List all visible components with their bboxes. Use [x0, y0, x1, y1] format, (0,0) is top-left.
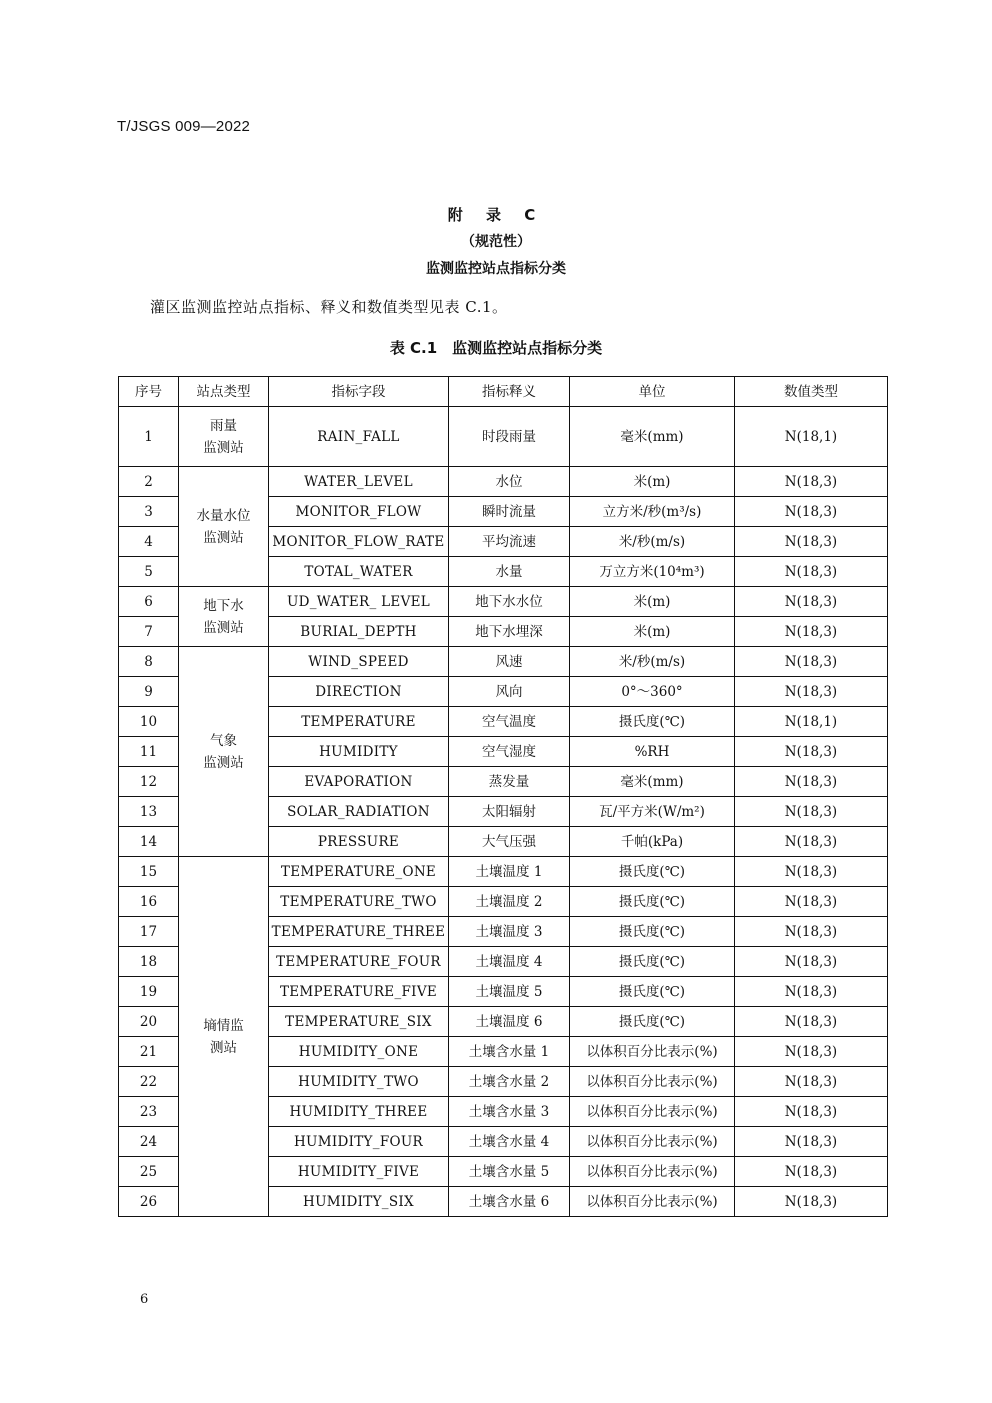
cell-field: TEMPERATURE_THREE	[269, 917, 449, 947]
cell-field: RAIN_FALL	[269, 407, 449, 467]
cell-unit: 以体积百分比表示(%)	[570, 1127, 735, 1157]
cell-value-type: N(18,3)	[735, 737, 888, 767]
cell-field: HUMIDITY	[269, 737, 449, 767]
cell-unit: 毫米(mm)	[570, 767, 735, 797]
cell-value-type: N(18,3)	[735, 887, 888, 917]
cell-meaning: 蒸发量	[449, 767, 570, 797]
cell-field: DIRECTION	[269, 677, 449, 707]
cell-value-type: N(18,3)	[735, 527, 888, 557]
cell-value-type: N(18,3)	[735, 917, 888, 947]
cell-meaning: 土壤温度 5	[449, 977, 570, 1007]
cell-field: UD_WATER_ LEVEL	[269, 587, 449, 617]
cell-meaning: 空气湿度	[449, 737, 570, 767]
cell-unit: 摄氏度(℃)	[570, 917, 735, 947]
cell-unit: 以体积百分比表示(%)	[570, 1157, 735, 1187]
cell-field: TEMPERATURE	[269, 707, 449, 737]
cell-field: TEMPERATURE_ONE	[269, 857, 449, 887]
cell-field: MONITOR_FLOW	[269, 497, 449, 527]
cell-field: MONITOR_FLOW_RATE	[269, 527, 449, 557]
cell-field: PRESSURE	[269, 827, 449, 857]
cell-meaning: 土壤含水量 6	[449, 1187, 570, 1217]
cell-unit: 以体积百分比表示(%)	[570, 1097, 735, 1127]
cell-value-type: N(18,3)	[735, 767, 888, 797]
cell-value-type: N(18,3)	[735, 677, 888, 707]
cell-no: 25	[119, 1157, 179, 1187]
cell-meaning: 土壤温度 2	[449, 887, 570, 917]
cell-field: TEMPERATURE_TWO	[269, 887, 449, 917]
cell-value-type: N(18,3)	[735, 1007, 888, 1037]
cell-no: 13	[119, 797, 179, 827]
cell-field: TOTAL_WATER	[269, 557, 449, 587]
cell-value-type: N(18,3)	[735, 797, 888, 827]
cell-unit: 千帕(kPa)	[570, 827, 735, 857]
cell-value-type: N(18,3)	[735, 467, 888, 497]
header-station-type: 站点类型	[179, 377, 269, 407]
cell-no: 5	[119, 557, 179, 587]
cell-field: TEMPERATURE_FOUR	[269, 947, 449, 977]
cell-meaning: 风向	[449, 677, 570, 707]
cell-value-type: N(18,1)	[735, 407, 888, 467]
cell-no: 11	[119, 737, 179, 767]
header-meaning: 指标释义	[449, 377, 570, 407]
cell-unit: 米/秒(m/s)	[570, 527, 735, 557]
cell-value-type: N(18,3)	[735, 1187, 888, 1217]
cell-unit: 米/秒(m/s)	[570, 647, 735, 677]
cell-meaning: 瞬时流量	[449, 497, 570, 527]
cell-value-type: N(18,3)	[735, 1127, 888, 1157]
cell-meaning: 太阳辐射	[449, 797, 570, 827]
cell-no: 22	[119, 1067, 179, 1097]
cell-field: HUMIDITY_TWO	[269, 1067, 449, 1097]
cell-meaning: 土壤含水量 2	[449, 1067, 570, 1097]
cell-value-type: N(18,3)	[735, 1037, 888, 1067]
document-code: T/JSGS 009—2022	[117, 118, 251, 135]
cell-station-type: 雨量 监测站	[179, 407, 269, 467]
cell-unit: 0°～360°	[570, 677, 735, 707]
cell-meaning: 土壤温度 1	[449, 857, 570, 887]
cell-unit: 米(m)	[570, 587, 735, 617]
cell-no: 14	[119, 827, 179, 857]
cell-meaning: 土壤温度 6	[449, 1007, 570, 1037]
cell-meaning: 土壤含水量 4	[449, 1127, 570, 1157]
cell-value-type: N(18,3)	[735, 827, 888, 857]
cell-meaning: 地下水水位	[449, 587, 570, 617]
cell-meaning: 时段雨量	[449, 407, 570, 467]
cell-no: 23	[119, 1097, 179, 1127]
cell-unit: 万立方米(10⁴m³)	[570, 557, 735, 587]
cell-unit: %RH	[570, 737, 735, 767]
cell-no: 7	[119, 617, 179, 647]
cell-unit: 以体积百分比表示(%)	[570, 1187, 735, 1217]
indicator-table	[118, 376, 888, 1217]
cell-meaning: 土壤含水量 5	[449, 1157, 570, 1187]
cell-value-type: N(18,3)	[735, 557, 888, 587]
cell-unit: 米(m)	[570, 617, 735, 647]
cell-field: HUMIDITY_THREE	[269, 1097, 449, 1127]
cell-station-type: 墒情监 测站	[179, 857, 269, 1217]
table-row	[119, 407, 888, 467]
table-header-row	[119, 377, 888, 407]
header-field: 指标字段	[269, 377, 449, 407]
cell-meaning: 风速	[449, 647, 570, 677]
cell-value-type: N(18,3)	[735, 1097, 888, 1127]
cell-field: HUMIDITY_FOUR	[269, 1127, 449, 1157]
cell-field: TEMPERATURE_SIX	[269, 1007, 449, 1037]
cell-station-type: 地下水 监测站	[179, 587, 269, 647]
cell-meaning: 土壤含水量 1	[449, 1037, 570, 1067]
cell-field: HUMIDITY_ONE	[269, 1037, 449, 1067]
table-row	[119, 857, 888, 887]
cell-no: 24	[119, 1127, 179, 1157]
appendix-type: （规范性）	[461, 234, 531, 250]
page-number: 6	[140, 1292, 149, 1307]
cell-no: 2	[119, 467, 179, 497]
cell-no: 6	[119, 587, 179, 617]
cell-value-type: N(18,3)	[735, 857, 888, 887]
cell-meaning: 土壤温度 4	[449, 947, 570, 977]
cell-value-type: N(18,3)	[735, 647, 888, 677]
cell-field: EVAPORATION	[269, 767, 449, 797]
cell-unit: 摄氏度(℃)	[570, 887, 735, 917]
cell-field: HUMIDITY_FIVE	[269, 1157, 449, 1187]
cell-station-type: 水量水位 监测站	[179, 467, 269, 587]
cell-meaning: 水位	[449, 467, 570, 497]
cell-no: 10	[119, 707, 179, 737]
cell-no: 20	[119, 1007, 179, 1037]
cell-no: 26	[119, 1187, 179, 1217]
cell-unit: 摄氏度(℃)	[570, 707, 735, 737]
cell-value-type: N(18,3)	[735, 1067, 888, 1097]
cell-unit: 摄氏度(℃)	[570, 1007, 735, 1037]
cell-unit: 以体积百分比表示(%)	[570, 1067, 735, 1097]
appendix-title: 附 录 C	[447, 206, 545, 224]
table-caption: 表 C.1 监测监控站点指标分类	[389, 339, 603, 357]
cell-unit: 摄氏度(℃)	[570, 977, 735, 1007]
cell-meaning: 地下水埋深	[449, 617, 570, 647]
cell-unit: 以体积百分比表示(%)	[570, 1037, 735, 1067]
cell-field: WATER_LEVEL	[269, 467, 449, 497]
header-no: 序号	[119, 377, 179, 407]
cell-field: HUMIDITY_SIX	[269, 1187, 449, 1217]
cell-unit: 毫米(mm)	[570, 407, 735, 467]
cell-value-type: N(18,3)	[735, 947, 888, 977]
cell-value-type: N(18,3)	[735, 617, 888, 647]
cell-field: TEMPERATURE_FIVE	[269, 977, 449, 1007]
cell-no: 16	[119, 887, 179, 917]
table-row	[119, 647, 888, 677]
cell-unit: 摄氏度(℃)	[570, 947, 735, 977]
cell-meaning: 空气温度	[449, 707, 570, 737]
cell-no: 1	[119, 407, 179, 467]
cell-unit: 摄氏度(℃)	[570, 857, 735, 887]
intro-paragraph: 灌区监测监控站点指标、释义和数值类型见表 C.1。	[150, 298, 508, 316]
cell-unit: 米(m)	[570, 467, 735, 497]
table-row	[119, 587, 888, 617]
cell-meaning: 土壤含水量 3	[449, 1097, 570, 1127]
cell-value-type: N(18,3)	[735, 977, 888, 1007]
header-value-type: 数值类型	[735, 377, 888, 407]
cell-no: 4	[119, 527, 179, 557]
cell-no: 21	[119, 1037, 179, 1067]
appendix-subject: 监测监控站点指标分类	[426, 261, 566, 277]
cell-field: SOLAR_RADIATION	[269, 797, 449, 827]
cell-value-type: N(18,3)	[735, 587, 888, 617]
cell-no: 19	[119, 977, 179, 1007]
cell-field: WIND_SPEED	[269, 647, 449, 677]
table-row	[119, 467, 888, 497]
cell-no: 9	[119, 677, 179, 707]
cell-field: BURIAL_DEPTH	[269, 617, 449, 647]
cell-no: 18	[119, 947, 179, 977]
cell-value-type: N(18,3)	[735, 1157, 888, 1187]
cell-meaning: 大气压强	[449, 827, 570, 857]
cell-meaning: 水量	[449, 557, 570, 587]
cell-value-type: N(18,3)	[735, 497, 888, 527]
cell-no: 8	[119, 647, 179, 677]
header-unit: 单位	[570, 377, 735, 407]
cell-unit: 立方米/秒(m³/s)	[570, 497, 735, 527]
cell-station-type: 气象 监测站	[179, 647, 269, 857]
cell-unit: 瓦/平方米(W/m²)	[570, 797, 735, 827]
cell-no: 15	[119, 857, 179, 887]
cell-no: 12	[119, 767, 179, 797]
cell-no: 3	[119, 497, 179, 527]
cell-meaning: 土壤温度 3	[449, 917, 570, 947]
cell-no: 17	[119, 917, 179, 947]
cell-meaning: 平均流速	[449, 527, 570, 557]
cell-value-type: N(18,1)	[735, 707, 888, 737]
